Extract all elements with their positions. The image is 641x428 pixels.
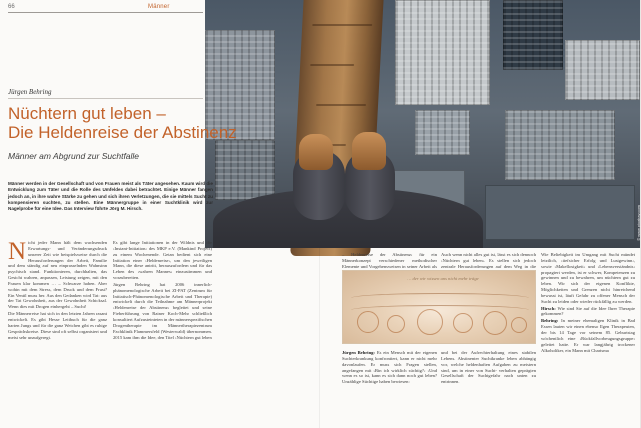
decorative-illustration (342, 270, 536, 344)
headline (8, 104, 238, 142)
swirl-ornament-icon (483, 311, 507, 335)
left-shoe-icon (299, 134, 333, 170)
ornament-wave-icon (351, 293, 529, 303)
interview-question: Wie sind Sie auf die Idee Ihrer Therapie gekommen? (541, 305, 635, 317)
right-shoe-icon (352, 132, 386, 170)
hero-photo (205, 0, 640, 248)
body-column-1 (8, 240, 107, 341)
body-column-2 (113, 240, 212, 341)
headline-line-1: Nüchtern gut leben – (8, 104, 166, 123)
body-column-3-lower (342, 350, 437, 386)
headline-line-2: Die Heldenreise der Abstinenz (8, 123, 237, 142)
subheadline: Männer am Abgrund zur Suchtfalle (8, 151, 140, 161)
body-column-5 (541, 252, 635, 354)
interview-speaker-behring: Jürgen Behring: (342, 350, 375, 355)
column-1-paragraph-2: Die Männerreise hat sich in den letzten Jahren rasant entwickelt. Es gibt Hesse Leitbuch für die ganz harten Jungs und für die ganz Weichen gibt es ruhige Gesprächskreise. Diese sind oft selbst organisiert und meist sehr unaufgeregt. (8, 311, 107, 340)
column-3-paragraph-1: – Heldenreise der Abstinenz‹ für ein Männerkonzept verschiedener methodischer Elemente und Vorgehensweisen in seiner Arbeit als (342, 252, 437, 269)
page-number: 66 (8, 4, 15, 10)
page-gutter (319, 248, 320, 428)
column-3-answer: Es ein Mensch mit der eigenen Suchterkrankung konfrontiert, kann er nicht mehr davonlaufen. Er muss sich Fragen stellen, angefangen mit ›Bin ich wirklich süchtig?‹ ›Und wenn es so ist, kann es sich dann noch gut leben? Unzählige Süchtige haben bewiesen: (342, 350, 437, 385)
column-2-paragraph-2: Jürgen Behring hat 2006 innerlich-phänomenologische Arbeit bei ZI-PAT (Zentrum für Initiatisch-Phänomenologische Arbeit und Therapie) entwickelt durch die Teilnahme am Männerprojekt ›Heldenreise der Abstinenz‹ begleitet und seine Fieberführung von Rainer Koch-Mehr schließlich konsultiert Aufzusteinteien in der männerspezifischen Drogentherapie im Männertherapiezentrum Fachklinik Flammersfeld (Westerwald) übernommen. 2015 kam ihm die Idee, den Titel ›Nüchtern gut leben (113, 281, 212, 340)
swirl-ornament-icon (453, 313, 473, 333)
body-column-4-lower (441, 350, 536, 386)
author-rule (8, 98, 203, 99)
illustration-caption: … der wir wissen uns nicht mehr träge (407, 276, 479, 281)
interview-speaker-behring-2: Behring: (541, 318, 559, 324)
author-name: Jürgen Behring (8, 88, 52, 96)
column-1-paragraph-1: icht jeder Mann hält dem wachsenden Erwartungs- und Veränderungsdruck unserer Zeit wie beispielsweise durch die Herausforderungen der Arbeit, Familie und dem ständig auf neu einprasselnden Wahnsinn psychisch stand. Funktionieren, durchhalten, das Gesicht wahren, anpassen, Leistung zeigen, mit den Frauen klar kommen … – Schwarze haben. Aber wohin mit dem Stress, dem Druck und dem Frust? Ein Ventil muss her. Aus den Gedanken wird Tat: aus der Tat Gewohnheit, aus der Gewohnheit Schicksal. Wenn dies mit Drogen einhergeht – Sucht! (8, 240, 107, 310)
swirl-ornament-icon (417, 309, 443, 335)
section-label: Männer (148, 4, 170, 10)
header-rule (8, 12, 203, 13)
swirl-ornament-icon (357, 311, 379, 333)
column-2-paragraph-1: Es gibt lange Initiationen in der Wildnis und die ›Instant-Initiation‹ des MKP e.V. (Mankind Project) zu einem Wochenende. Getan bedient sich eine Initiation einer ›Heldenreise‹, um den jeweiligen Mann, die diese antritt, herauszufordern und für das Leben des ›wahren Mannes‹ einzustimmen und vorzubereiten. (113, 240, 212, 281)
drop-cap: N (8, 238, 27, 265)
column-4-paragraph-1: Auch wenn nicht alles gut ist, lässt es sich dennoch ›Nüchtern gut leben‹. Es stellen sich jedoch zentrale Herausforderungen auf dem Weg in die (441, 252, 536, 269)
interview-answer: In meiner ehemaligen Klinik in Bad Essen lauten wir einen ebenso Ilgen Therapeuten, der bis 14 Tage vor seinem 85. Geburtstag wöchentlich eine ›Rückfallvorbeugungsgruppe‹ geleitet hatte. Er war langjährig trockener Alkoholiker, ein Mann mit Charisma (541, 318, 635, 353)
column-5-paragraph-1: Wie Beliebigkeit im Umgang mit Sucht mündet letztlich, ›tiefsicher Erfolg und Lustgewinn‹, sowie ›Makellosigkeit‹ und ›Lebensverständnis‹ propagiert werden, ist er schwer, Kompetenzen zu gewinnen und zu bewahren, um nüchtern gut zu leben. Wir sich der eigenen Konflikte, Möglichkeiten und Grenzen nicht hinreichend bewusst ist, läuft Gefahr zu offener Mensch der Sucht zu leiden oder wieder rückfällig zu werden. (541, 252, 635, 304)
swirl-ornament-icon (511, 317, 527, 333)
swirl-ornament-icon (387, 315, 405, 333)
photo-credit: © www.pixabay.com (636, 205, 641, 241)
interview-speaker-hirsch: Hirsch: (541, 305, 556, 311)
lede-paragraph: Männer werden in der Gesellschaft und von Frauen meist als Täter angesehen. Kaum wird die Entwicklung zum Täter und die Rolle des Umfeldes dabei betrachtet. Einige Männer fangen jedoch an, in ihre wahre Stärke zu gehen und sich ihren Verletzungen, die sie mittels Sucht zu kompensieren suchten, zu stellen. Eine Männergruppe in einer Suchtklinik wird zur Nagelprobe für eine Idee. Das Interview führte Jörg M. Hirsch. (8, 181, 213, 212)
column-4-paragraph-2: und bei der Aufrechterhaltung eines stabilen Lebens. Abstinenter Suchtkranke leben abhängig vor, welche heldenhaften Aufgaben zu meistern sind, um in einer von Sucht- verhalten geprägten Gesellschaft der Suchtgefahr nach unten zu entrinnen. (441, 350, 536, 385)
